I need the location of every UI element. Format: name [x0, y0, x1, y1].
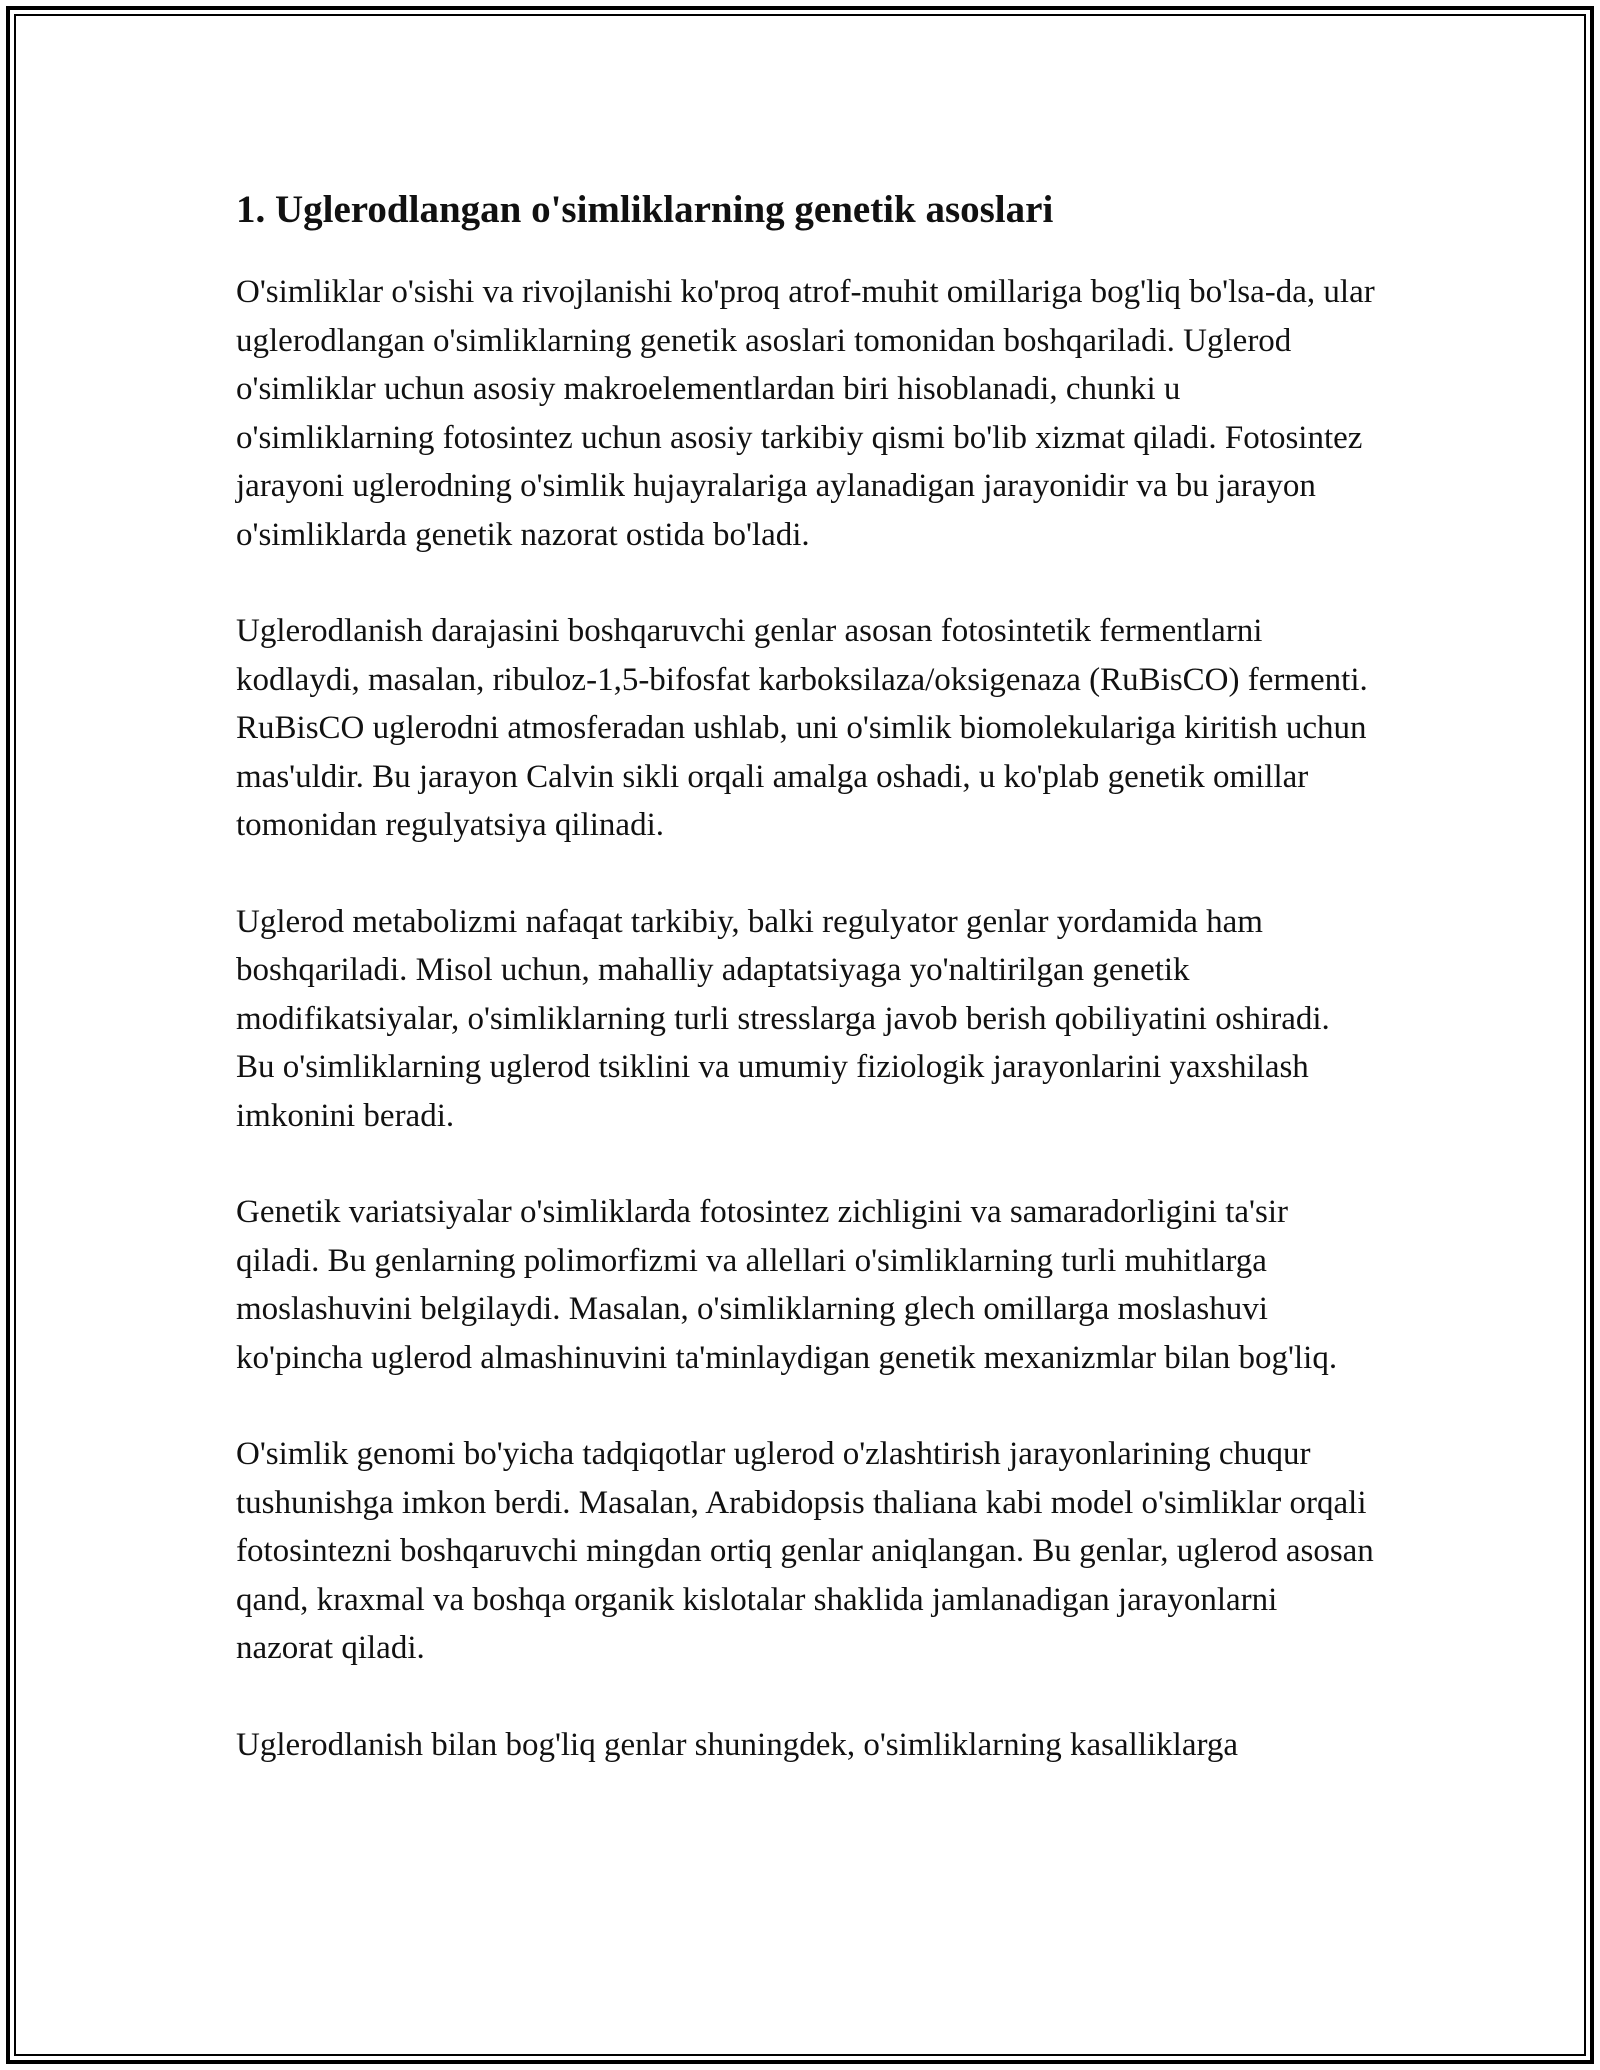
paragraph-4: Genetik variatsiyalar o'simliklarda fotosintez zichligini va samaradorligini ta'sir qiladi. Bu genlarning polimorfizmi va allellari o'simliklarning turli muhitlarga moslashuvini belgilaydi. Masalan, o'simliklarning glech omillarga moslashuvi ko'pincha uglerod almashinuvini ta'minlaydigan genetik mexanizmlar bilan bog'liq.	[236, 1194, 1338, 1376]
paragraph-1: O'simliklar o'sishi va rivojlanishi ko'proq atrof-muhit omillariga bog'liq bo'lsa-da, ular uglerodlangan o'simliklarning genetik asoslari tomonidan boshqariladi. Uglerod o'simliklar uchun asosiy makroelementlardan biri hisoblanadi, chunki u o'simliklarning fotosintez uchun asosiy tarkibiy qismi bo'lib xizmat qiladi. Fotosintez jarayoni uglerodning o'simlik hujayralariga aylanadigan jarayonidir va bu jarayon o'simliklarda genetik nazorat ostida bo'ladi.	[236, 274, 1375, 553]
paragraph-2: Uglerodlanish darajasini boshqaruvchi genlar asosan fotosintetik fermentlarni kodlaydi, masalan, ribuloz-1,5-bifosfat karboksilaza/oksigenaza (RuBisCO) fermenti. RuBisCO uglerodni atmosferadan ushlab, uni o'simlik biomolekulariga kiritish uchun mas'uldir. Bu jarayon Calvin sikli orqali amalga oshadi, u ko'plab genetik omillar tomonidan regulyatsiya qilinadi.	[236, 613, 1368, 843]
paragraph-5: O'simlik genomi bo'yicha tadqiqotlar uglerod o'zlashtirish jarayonlarining chuqur tushunishga imkon berdi. Masalan, Arabidopsis thaliana kabi model o'simliklar orqali fotosintezni boshqaruvchi mingdan ortiq genlar aniqlangan. Bu genlar, uglerod asosan qand, kraxmal va boshqa organik kislotalar shaklida jamlanadigan jarayonlarni nazorat qiladi.	[236, 1436, 1374, 1666]
paragraph-3: Uglerod metabolizmi nafaqat tarkibiy, balki regulyator genlar yordamida ham boshqariladi. Misol uchun, mahalliy adaptatsiyaga yo'naltirilgan genetik modifikatsiyalar, o'simliklarning turli stresslarga javob berish qobiliyatini oshiradi. Bu o'simliklarning uglerod tsiklini va umumiy fiziologik jarayonlarini yaxshilash imkonini beradi.	[236, 903, 1330, 1134]
paragraph-6: Uglerodlanish bilan bog'liq genlar shuningdek, o'simliklarning kasalliklarga	[236, 1726, 1239, 1763]
document-body	[236, 186, 1376, 1769]
section-heading: 1. Uglerodlangan o'simliklarning genetik asoslari	[236, 188, 1054, 231]
